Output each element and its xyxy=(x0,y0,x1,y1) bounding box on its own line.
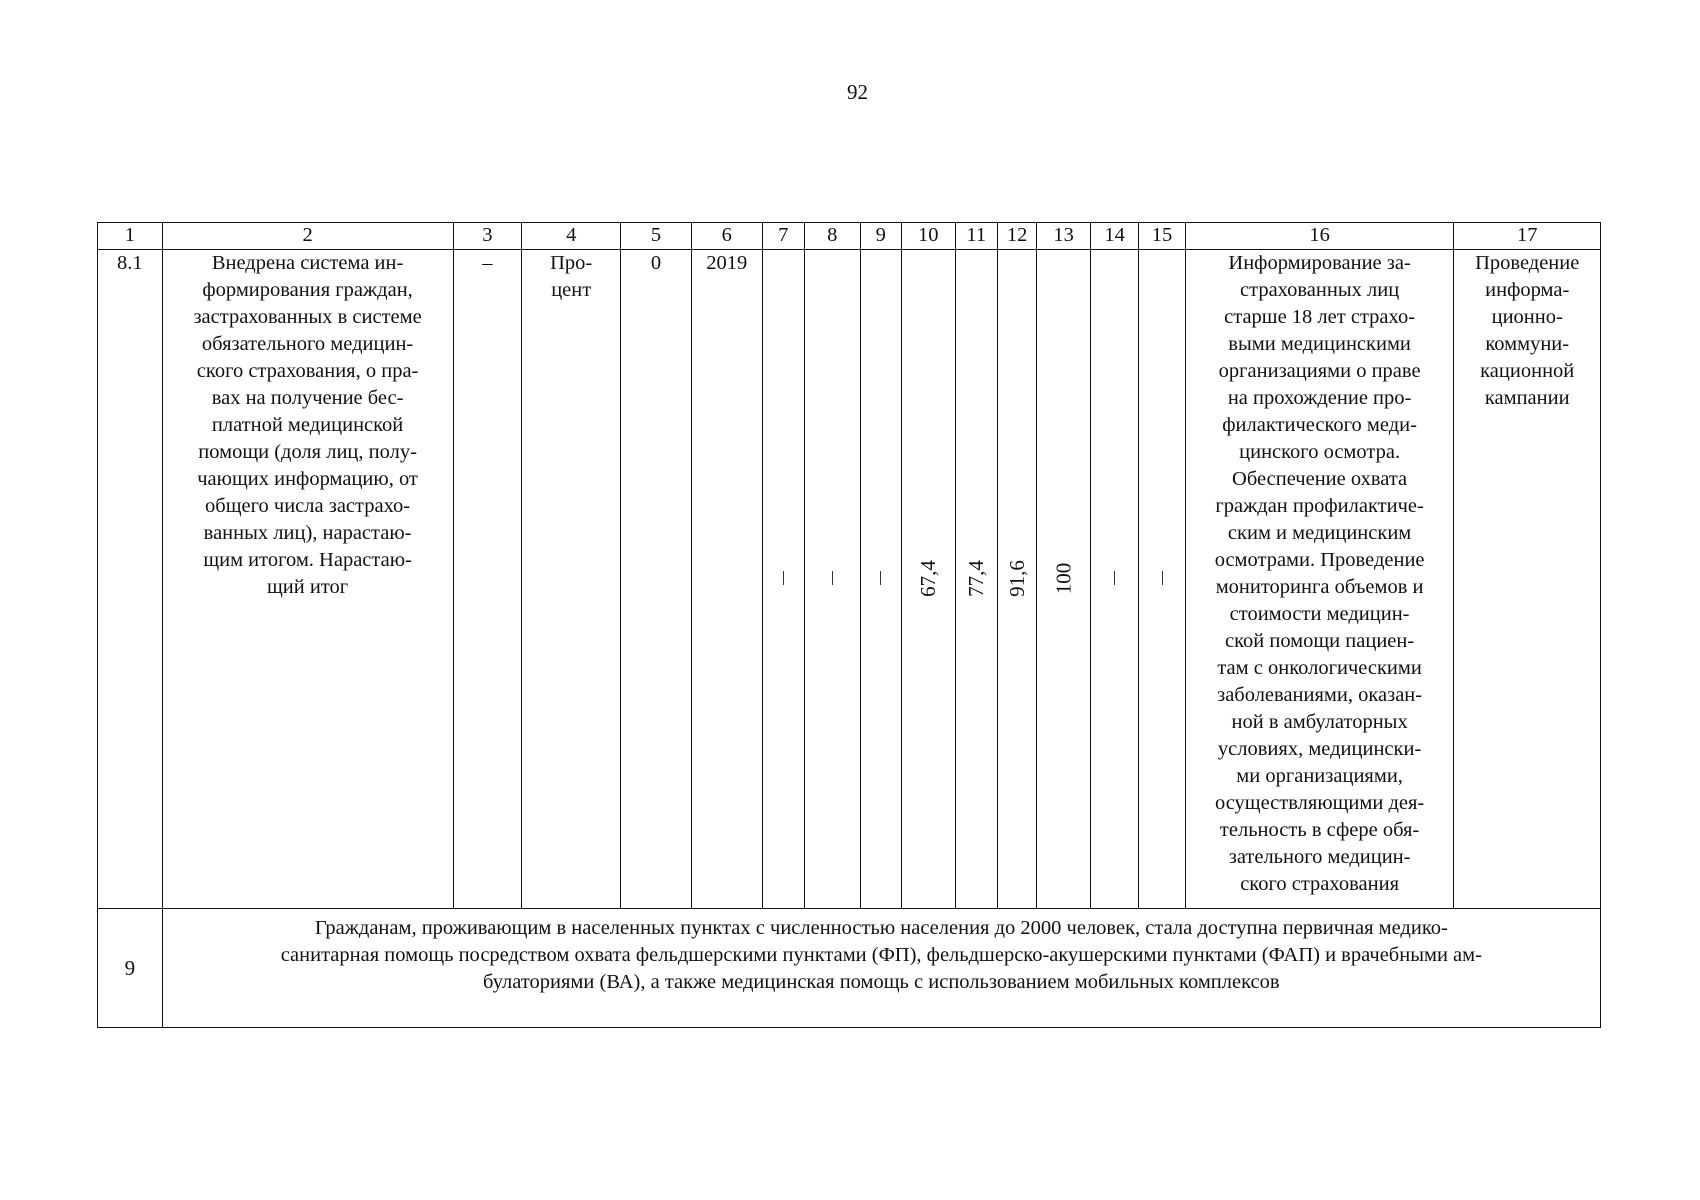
header-cell: 14 xyxy=(1090,223,1138,250)
unit-cell: Про- цент xyxy=(522,250,621,909)
row-number: 9 xyxy=(98,909,163,1028)
header-cell: 13 xyxy=(1037,223,1091,250)
plan-table xyxy=(97,222,1601,1028)
value-cell-12 xyxy=(997,250,1036,909)
header-cell: 10 xyxy=(901,223,955,250)
header-cell: 4 xyxy=(522,223,621,250)
header-cell: 9 xyxy=(860,223,901,250)
value-text: 67,4 xyxy=(915,560,940,597)
value-cell-11 xyxy=(955,250,997,909)
dash-mark xyxy=(880,571,881,585)
header-row xyxy=(98,223,1601,250)
section-heading: Гражданам, проживающим в населенных пунктах с численностью населения до 2000 человек, стала доступна первичная медико- санитарная помощь посредством охвата фельдшерскими пунктами (ФП), фельдшерско-акушерскими пунктами (ФАП) и врачебными ам- булаториями (ВА), а также медицинская помощь с использованием мобильных комплексов xyxy=(162,909,1600,1028)
base-value-cell: 0 xyxy=(621,250,692,909)
dash-mark xyxy=(832,571,833,585)
header-cell: 11 xyxy=(955,223,997,250)
value-text: 100 xyxy=(1051,562,1076,595)
value-text: 77,4 xyxy=(963,560,988,597)
events-description: Проведение информа- ционно- коммуни- кационной кампании xyxy=(1454,250,1601,909)
base-year-cell: 2019 xyxy=(691,250,762,909)
header-cell: 17 xyxy=(1454,223,1601,250)
empty-value-cell xyxy=(860,250,901,909)
header-cell: 6 xyxy=(691,223,762,250)
value-cell-10 xyxy=(901,250,955,909)
dash-mark xyxy=(1162,571,1163,585)
dash-mark xyxy=(1114,571,1115,585)
header-cell: 5 xyxy=(621,223,692,250)
empty-value-cell xyxy=(805,250,861,909)
header-cell: 7 xyxy=(762,223,804,250)
header-cell: 1 xyxy=(98,223,163,250)
page-number: 92 xyxy=(847,80,868,104)
value-cell-13 xyxy=(1037,250,1091,909)
indicator-name: Внедрена система ин- формирования граждан, застрахованных в системе обязательного медицин- ского страхования, о пра- вах на получение бес- платной медицинской помощи (доля лиц, полу- чающих информацию, от общего числа застрахо- ванных лиц), нарастаю- щим итогом. Нарастаю- щий итог xyxy=(162,250,453,909)
header-cell: 12 xyxy=(997,223,1036,250)
row-number: 8.1 xyxy=(98,250,163,909)
table-row-9 xyxy=(98,909,1601,1028)
empty-value-cell xyxy=(1139,250,1185,909)
header-cell: 15 xyxy=(1139,223,1185,250)
header-cell: 3 xyxy=(453,223,522,250)
table-row-8-1 xyxy=(98,250,1601,909)
measures-description: Информирование за- страхованных лиц старше 18 лет страхо- выми медицинскими организациями о праве на прохождение про- филактического меди- цинского осмотра. Обеспечение охвата граждан профилактиче- ским и медицинским осмотрами. Проведение мониторинга объемов и стоимости медицин- ской помощи пациен- там с онкологическими заболеваниями, оказан- ной в амбулаторных условиях, медицински- ми организациями, осуществляющими дея- тельность в сфере обя- зательного медицин- ского страхования xyxy=(1185,250,1454,909)
header-cell: 8 xyxy=(805,223,861,250)
base-cell-dash: – xyxy=(453,250,522,909)
value-text: 91,6 xyxy=(1004,560,1029,597)
empty-value-cell xyxy=(762,250,804,909)
dash-mark xyxy=(783,571,784,585)
empty-value-cell xyxy=(1090,250,1138,909)
header-cell: 16 xyxy=(1185,223,1454,250)
header-cell: 2 xyxy=(162,223,453,250)
